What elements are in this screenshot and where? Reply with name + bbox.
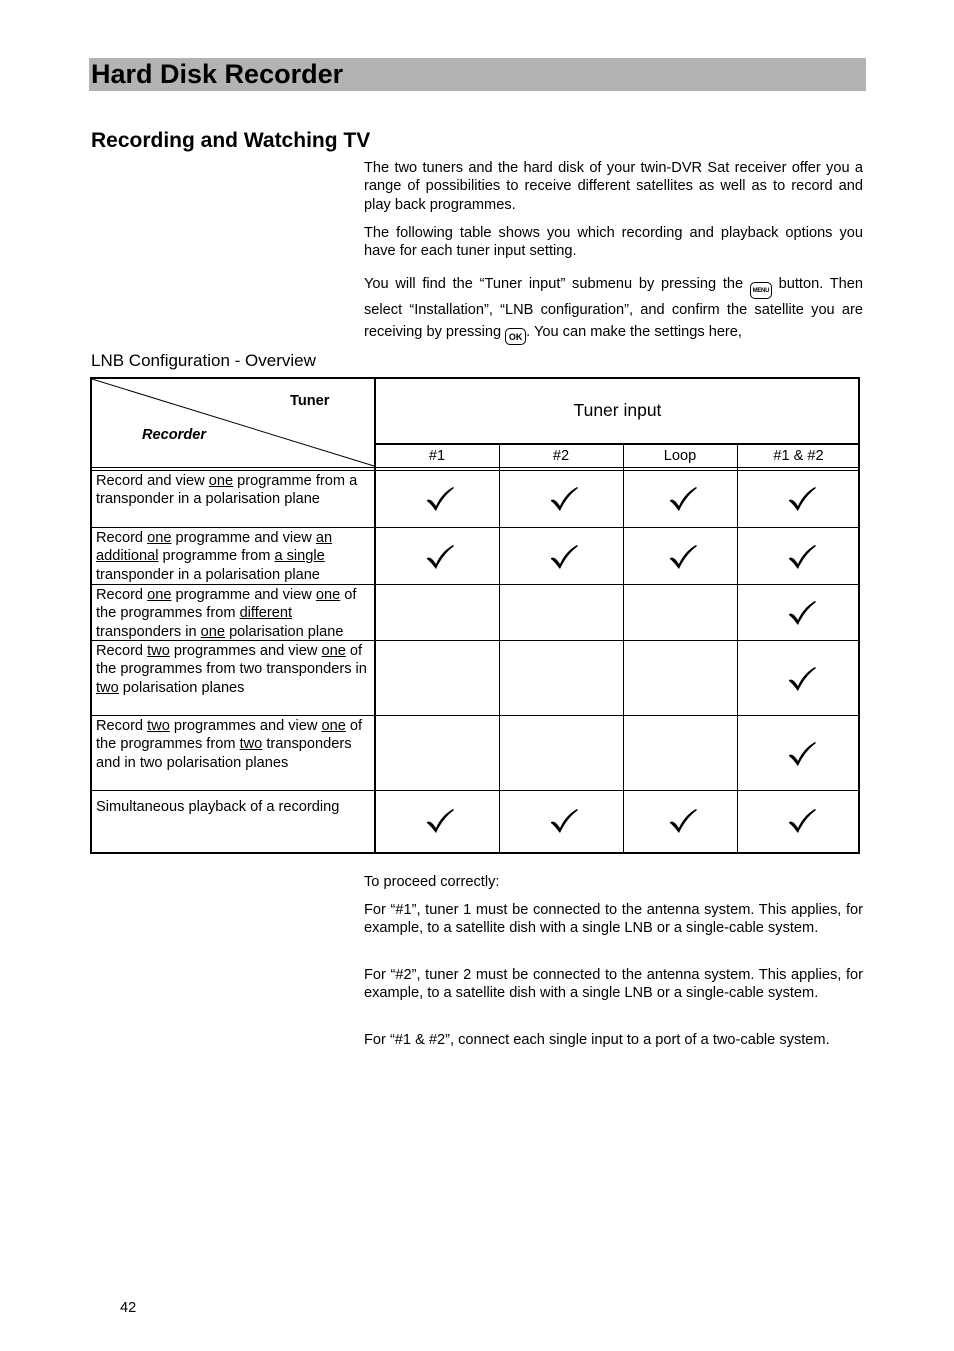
row-label-text: transponder in a polarisation plane: [96, 566, 320, 583]
row-divider: [90, 527, 860, 528]
intro-paragraph-3-part2: button. Then select “Installation”, “LNB configuration”, and confirm the satellite you are receiving by pressing: [364, 276, 863, 340]
row-label-emphasis: two: [147, 718, 170, 734]
row-label: [96, 642, 372, 697]
table-border-bottom: [90, 852, 860, 854]
row-label-emphasis: two: [96, 679, 119, 696]
table-caption: LNB Configuration - Overview: [91, 351, 316, 370]
row-label-emphasis: one: [208, 473, 234, 489]
row-label-text: programmes and view: [169, 643, 322, 659]
column-divider: [623, 444, 624, 854]
row-label-emphasis: a single: [274, 548, 325, 565]
checkmark-icon: [787, 666, 817, 692]
row-label-emphasis: different: [239, 605, 293, 622]
tuner-input-header: Tuner input: [573, 400, 662, 420]
row-label-text: programme from a transponder in a polarisation plane: [96, 473, 358, 508]
column-divider: [737, 444, 738, 854]
checkmark-icon: [668, 544, 698, 570]
lnb-configuration-table: [90, 377, 860, 854]
row-divider: [90, 715, 860, 716]
note-tuner-2: For “#2”, tuner 2 must be connected to the antenna system. This applies, for example, to a satellite dish with a single LNB or a single-cable system.: [364, 967, 863, 1002]
row-label-text: Record: [96, 587, 148, 603]
row-label-text: programme and view: [171, 530, 316, 546]
checkmark-icon: [787, 486, 817, 512]
column-header: Loop: [663, 448, 697, 464]
row-label-emphasis: one: [321, 643, 346, 659]
row-divider: [90, 790, 860, 791]
row-label: [96, 586, 372, 641]
corner-diagonal-line: [90, 377, 375, 469]
checkmark-icon: [549, 486, 579, 512]
row-label-emphasis: one: [200, 623, 226, 640]
corner-tuner-label: Tuner: [290, 393, 330, 409]
column-divider: [499, 444, 500, 854]
checkmark-icon: [425, 808, 455, 834]
notes-intro: To proceed correctly:: [364, 874, 500, 890]
corner-recorder-label: Recorder: [142, 427, 207, 443]
row-label-text: programme and view: [171, 587, 316, 603]
row-label-text: of the programmes from: [96, 718, 363, 753]
ok-key-icon: OK: [505, 328, 526, 345]
intro-paragraph-3-part3: . You can make the settings here,: [526, 324, 742, 340]
row-label-text: polarisation planes: [118, 679, 245, 696]
row-label-text: Record: [96, 718, 148, 734]
row-label-text: of the programmes from: [96, 587, 357, 622]
intro-paragraph-3-part1: You will find the “Tuner input” submenu by pressing the: [364, 276, 744, 292]
checkmark-icon: [668, 808, 698, 834]
checkmark-icon: [425, 544, 455, 570]
row-label-emphasis: two: [147, 643, 170, 659]
row-label-text: Record and view: [96, 473, 209, 489]
checkmark-icon: [668, 486, 698, 512]
column-header: #1 & #2: [773, 448, 824, 464]
note-tuner-both: For “#1 & #2”, connect each single input to a port of a two-cable system.: [364, 1032, 830, 1048]
row-label-text: Record: [96, 530, 148, 546]
chapter-header-bar: [89, 58, 866, 91]
table-border-left: [90, 377, 92, 854]
row-label-text: Simultaneous playback of a recording: [96, 799, 340, 815]
checkmark-icon: [787, 544, 817, 570]
intro-paragraph-1: The two tuners and the hard disk of your twin-DVR Sat receiver offer you a range of possibilities to receive different satellites as well as to record and play back programmes.: [364, 160, 863, 213]
intro-paragraph-2: The following table shows you which recording and playback options you have for each tuner input setting.: [364, 225, 863, 260]
row-label: [96, 472, 372, 509]
intro-paragraph-3: [364, 273, 863, 345]
row-label-text: Record: [96, 643, 148, 659]
chapter-title: Hard Disk Recorder: [91, 59, 344, 89]
column-header: #2: [552, 448, 570, 464]
row-label: [96, 529, 372, 584]
row-label-text: polarisation plane: [225, 623, 344, 640]
note-tuner-1: For “#1”, tuner 1 must be connected to the antenna system. This applies, for example, to a satellite dish with a single LNB or a single-cable system.: [364, 902, 863, 937]
row-label-text: of the programmes from two transponders in: [96, 643, 367, 678]
row-label-emphasis: two: [239, 736, 263, 753]
column-header: #1: [428, 448, 446, 464]
page-number: 42: [120, 1300, 137, 1316]
row-label-emphasis: one: [321, 718, 346, 734]
checkmark-icon: [425, 486, 455, 512]
section-heading: Recording and Watching TV: [91, 129, 371, 152]
row-label-text: transponders in: [96, 623, 201, 640]
row-label: [96, 798, 372, 816]
row-label-text: programme from: [158, 548, 275, 565]
checkmark-icon: [787, 600, 817, 626]
checkmark-icon: [787, 808, 817, 834]
menu-key-icon: MENU: [750, 282, 772, 299]
header-bottom-line-2: [90, 470, 860, 471]
checkmark-icon: [549, 544, 579, 570]
row-label-text: programmes and view: [169, 718, 322, 734]
row-label-emphasis: an additional: [96, 530, 333, 565]
row-label-emphasis: one: [147, 530, 172, 546]
row-label-emphasis: one: [147, 587, 172, 603]
checkmark-icon: [787, 741, 817, 767]
checkmark-icon: [549, 808, 579, 834]
row-label-text: transponders and in two polarisation planes: [96, 736, 352, 771]
row-label-emphasis: one: [315, 587, 341, 603]
table-border-top: [90, 377, 860, 379]
row-label: [96, 717, 372, 772]
